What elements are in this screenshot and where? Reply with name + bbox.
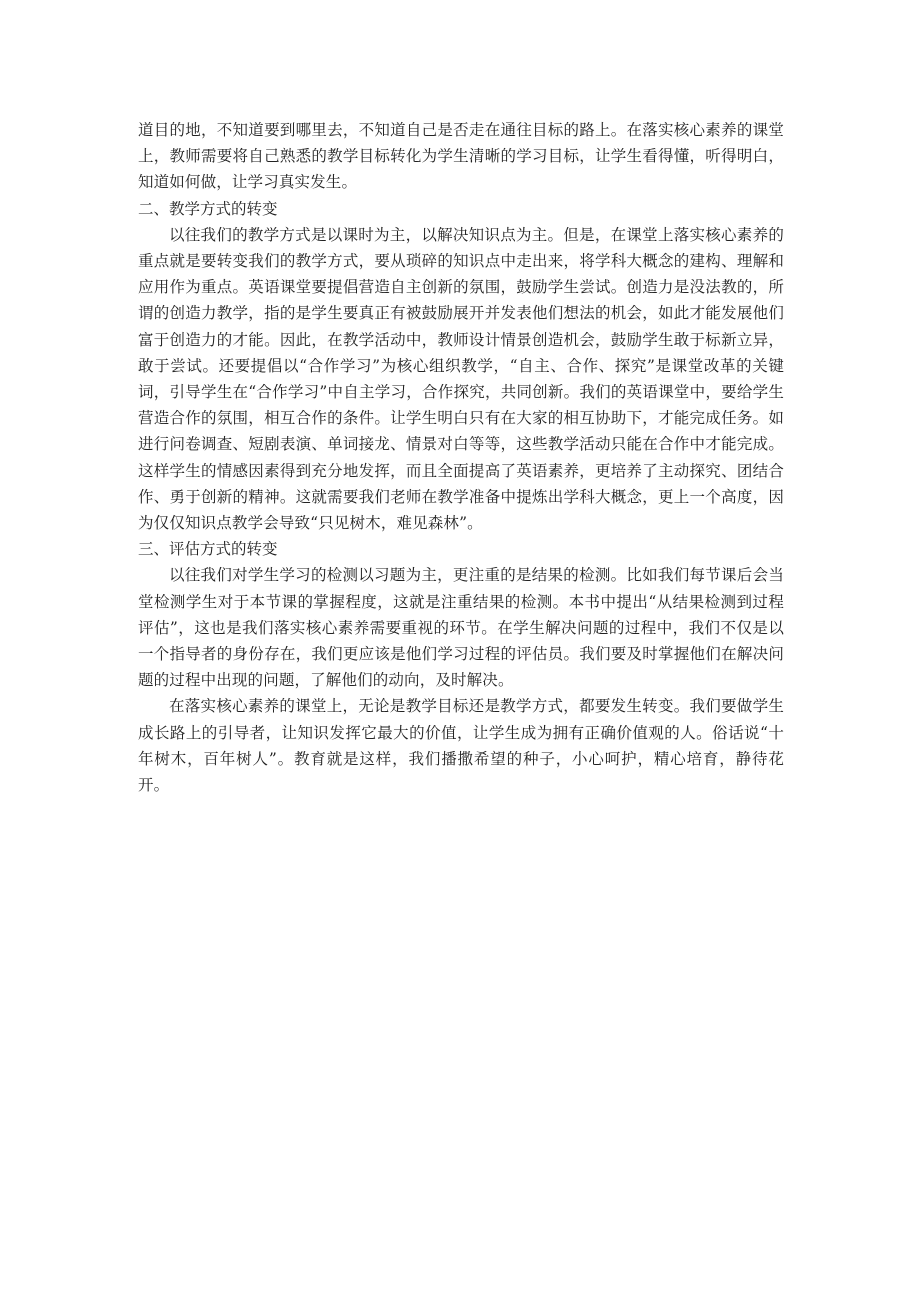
- section-heading-teaching-method: 二、教学方式的转变: [138, 199, 278, 218]
- paragraph-teaching-method: 以往我们的教学方式是以课时为主，以解决知识点为主。但是，在课堂上落实核心素养的重点就是要转变我们的教学方式，要从琐碎的知识点中走出来，将学科大概念的建构、理解和应用作为重点。英语课堂要提倡营造自主创新的氛围，鼓励学生尝试。创造力是没法教的，所谓的创造力教学，指的是学生要真正有被鼓励展开并发表他们想法的机会，如此才能发展他们富于创造力的才能。因此，在教学活动中，教师设计情景创造机会，鼓励学生敢于标新立异，敢于尝试。还要提倡以“合作学习”为核心组织教学，“自主、合作、探究”是课堂改革的关键词，引导学生在“合作学习”中自主学习，合作探究，共同创新。我们的英语课堂中，要给学生营造合作的氛围，相互合作的条件。让学生明白只有在大家的相互协助下，才能完成任务。如进行问卷调查、短剧表演、单词接龙、情景对白等等，这些教学活动只能在合作中才能完成。这样学生的情感因素得到充分地发挥，而且全面提高了英语素养，更培养了主动探究、团结合作、勇于创新的精神。这就需要我们老师在教学准备中提炼出学科大概念，更上一个高度，因为仅仅知识点教学会导致“只见树木，难见森林”。: [138, 225, 784, 533]
- paragraph-continuation: 道目的地，不知道要到哪里去，不知道自己是否走在通往目标的路上。在落实核心素养的课堂上，教师需要将自己熟悉的教学目标转化为学生清晰的学习目标，让学生看得懂，听得明白，知道如何做，让学习真实发生。: [138, 121, 784, 192]
- section-heading-assessment-method: 三、评估方式的转变: [138, 540, 278, 559]
- paragraph-assessment-method: 以往我们对学生学习的检测以习题为主，更注重的是结果的检测。比如我们每节课后会当堂检测学生对于本节课的掌握程度，这就是注重结果的检测。本书中提出“从结果检测到过程评估”，这也是我们落实核心素养需要重视的环节。在学生解决问题的过程中，我们不仅是以一个指导者的身份存在，我们更应该是他们学习过程的评估员。我们要及时掌握他们在解决问题的过程中出现的问题，了解他们的动向，及时解决。: [138, 566, 784, 690]
- paragraph-conclusion: 在落实核心素养的课堂上，无论是教学目标还是教学方式，都要发生转变。我们要做学生成长路上的引导者，让知识发挥它最大的价值，让学生成为拥有正确价值观的人。俗话说“十年树木，百年树人”。教育就是这样，我们播撒希望的种子，小心呵护，精心培育，静待花开。: [138, 697, 784, 795]
- document-page: [138, 117, 784, 798]
